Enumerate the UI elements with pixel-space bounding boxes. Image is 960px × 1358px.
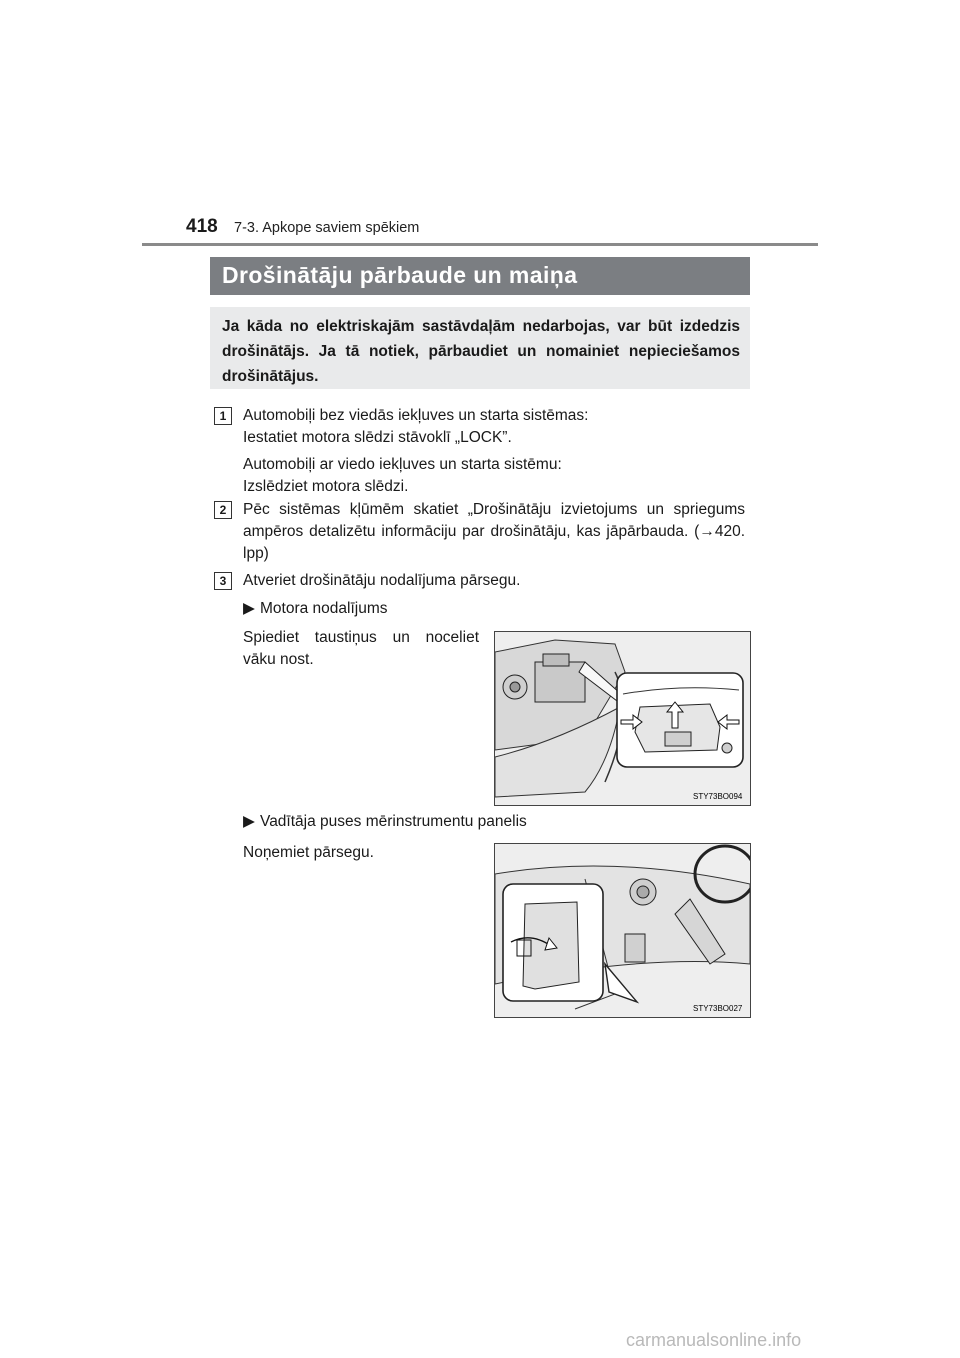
figure-code-1: STY73BO094 (693, 792, 743, 801)
instrument-panel-illustration (495, 844, 750, 1017)
step-number-3: 3 (214, 572, 232, 590)
section-title: 7-3. Apkope saviem spēkiem (234, 220, 420, 236)
engine-compartment-illustration (495, 632, 750, 805)
step-1-line-2: Iestatiet motora slēdzi stāvoklī „LOCK”. (243, 429, 512, 446)
page-title: Drošinātāju pārbaude un maiņa (222, 262, 578, 288)
bullet-icon: ▶ (243, 813, 255, 830)
figure-code-2: STY73BO027 (693, 1004, 743, 1013)
step-1-line-3: Automobiļi ar viedo iekļuves un starta sistēmu: (243, 456, 562, 473)
sub-1-heading: Motora nodalījums (260, 600, 388, 617)
header-divider (142, 243, 818, 246)
step-number-1: 1 (214, 407, 232, 425)
sub-1-text: Spiediet taustiņus un noceliet vāku nost. (243, 629, 479, 668)
step-1-line-4: Izslēdziet motora slēdzi. (243, 478, 409, 495)
page-number: 418 (186, 216, 218, 237)
watermark: carmanualsonline.info (626, 1330, 802, 1350)
sub-2-heading: Vadītāja puses mērinstrumentu panelis (260, 813, 527, 830)
step-3-text: Atveriet drošinātāju nodalījuma pārsegu. (243, 572, 521, 589)
instrument-panel-figure (494, 843, 751, 1018)
bullet-icon: ▶ (243, 600, 255, 617)
step-1-line-1: Automobiļi bez viedās iekļuves un starta sistēmas: (243, 407, 589, 424)
sub-2-text: Noņemiet pārsegu. (243, 844, 374, 861)
intro-text: Ja kāda no elektriskajām sastāvdaļām nedarbojas, var būt izdedzis drošinātājs. Ja tā notiek, pārbaudiet un nomainiet nepieciešamos drošinātājus. (222, 318, 740, 385)
step-number-2: 2 (214, 501, 232, 519)
engine-compartment-figure (494, 631, 751, 806)
step-2-text: Pēc sistēmas kļūmēm skatiet „Drošinātāju izvietojums un spriegums ampēros detalizētu informāciju par drošinātāju, kas jāpārbauda. (→420. lpp) (243, 501, 745, 562)
